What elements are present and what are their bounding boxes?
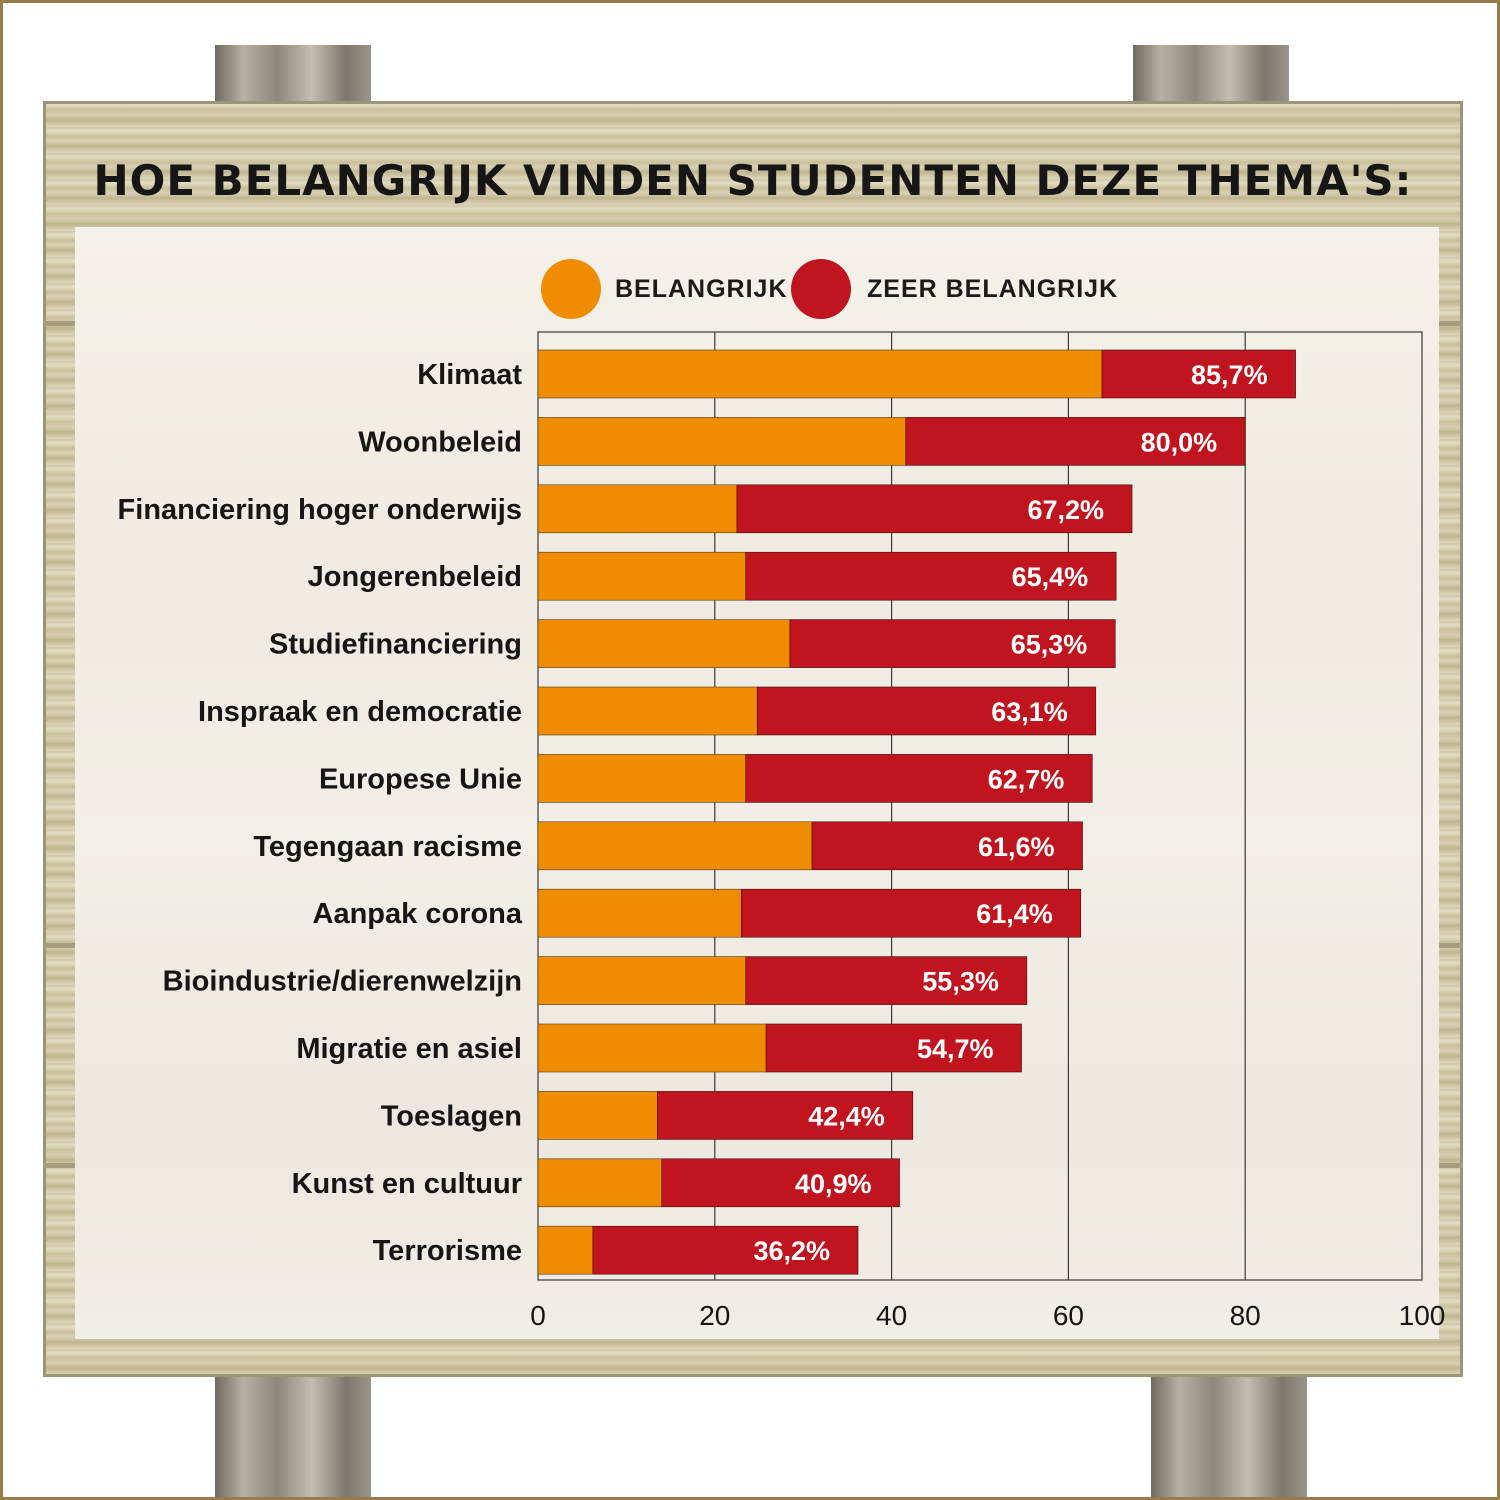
category-label: Woonbeleid [358,426,522,459]
bar-belangrijk [538,957,746,1005]
bar-total-label: 61,6% [977,831,1055,862]
category-label: Migratie en asiel [296,1033,522,1065]
x-tick-label: 80 [1229,1300,1261,1331]
bar-belangrijk [538,1024,766,1072]
category-label: Studiefinanciering [269,628,522,661]
bar-total-label: 62,7% [987,764,1065,795]
x-tick-label: 60 [1052,1300,1084,1331]
bar-total-label: 65,3% [1010,629,1088,660]
chart-title: HOE BELANGRIJK VINDEN STUDENTEN DEZE THEMA'S: [93,156,1413,205]
stacked-bar-chart [3,3,1497,1497]
legend-label-zeer-belangrijk: ZEER BELANGRIJK [867,275,1119,303]
bar-total-label: 65,4% [1011,562,1089,593]
bar-total-label: 67,2% [1027,494,1105,525]
bar-belangrijk [538,1226,593,1274]
category-label: Kunst en cultuur [291,1167,522,1200]
bar-total-label: 85,7% [1191,360,1268,390]
category-label: Klimaat [417,359,522,391]
x-tick-label: 20 [699,1300,731,1331]
bar-total-label: 36,2% [753,1236,831,1267]
bar-belangrijk [538,822,812,870]
category-label: Financiering hoger onderwijs [117,493,522,526]
category-label: Europese Unie [318,763,522,796]
bar-total-label: 55,3% [922,966,999,997]
category-label: Terrorisme [372,1235,522,1268]
bar-total-label: 54,7% [916,1034,994,1064]
category-label: Inspraak en democratie [198,696,522,728]
bar-total-label: 61,4% [976,899,1053,930]
category-label: Jongerenbeleid [307,561,522,594]
x-tick-label: 0 [530,1300,546,1331]
bar-belangrijk [538,485,737,533]
bar-belangrijk [538,552,746,600]
bar-belangrijk [538,754,746,802]
bar-total-label: 80,0% [1140,427,1218,458]
category-label: Toeslagen [380,1100,522,1133]
bar-total-label: 40,9% [794,1168,872,1199]
bar-belangrijk [538,1091,657,1139]
x-tick-label: 100 [1398,1300,1446,1331]
bar-total-label: 42,4% [808,1101,885,1132]
bar-belangrijk [538,687,757,735]
bar-total-label: 63,1% [991,697,1068,727]
category-label: Bioindustrie/dierenwelzijn [162,965,522,998]
category-label: Aanpak corona [312,898,522,931]
legend-label-belangrijk: BELANGRIJK [615,275,788,303]
x-tick-label: 40 [876,1300,908,1331]
bar-belangrijk [538,350,1102,398]
bar-belangrijk [538,889,741,937]
bar-belangrijk [538,417,906,465]
bar-belangrijk [538,1159,662,1207]
bar-belangrijk [538,620,790,668]
category-label: Tegengaan racisme [253,830,522,863]
